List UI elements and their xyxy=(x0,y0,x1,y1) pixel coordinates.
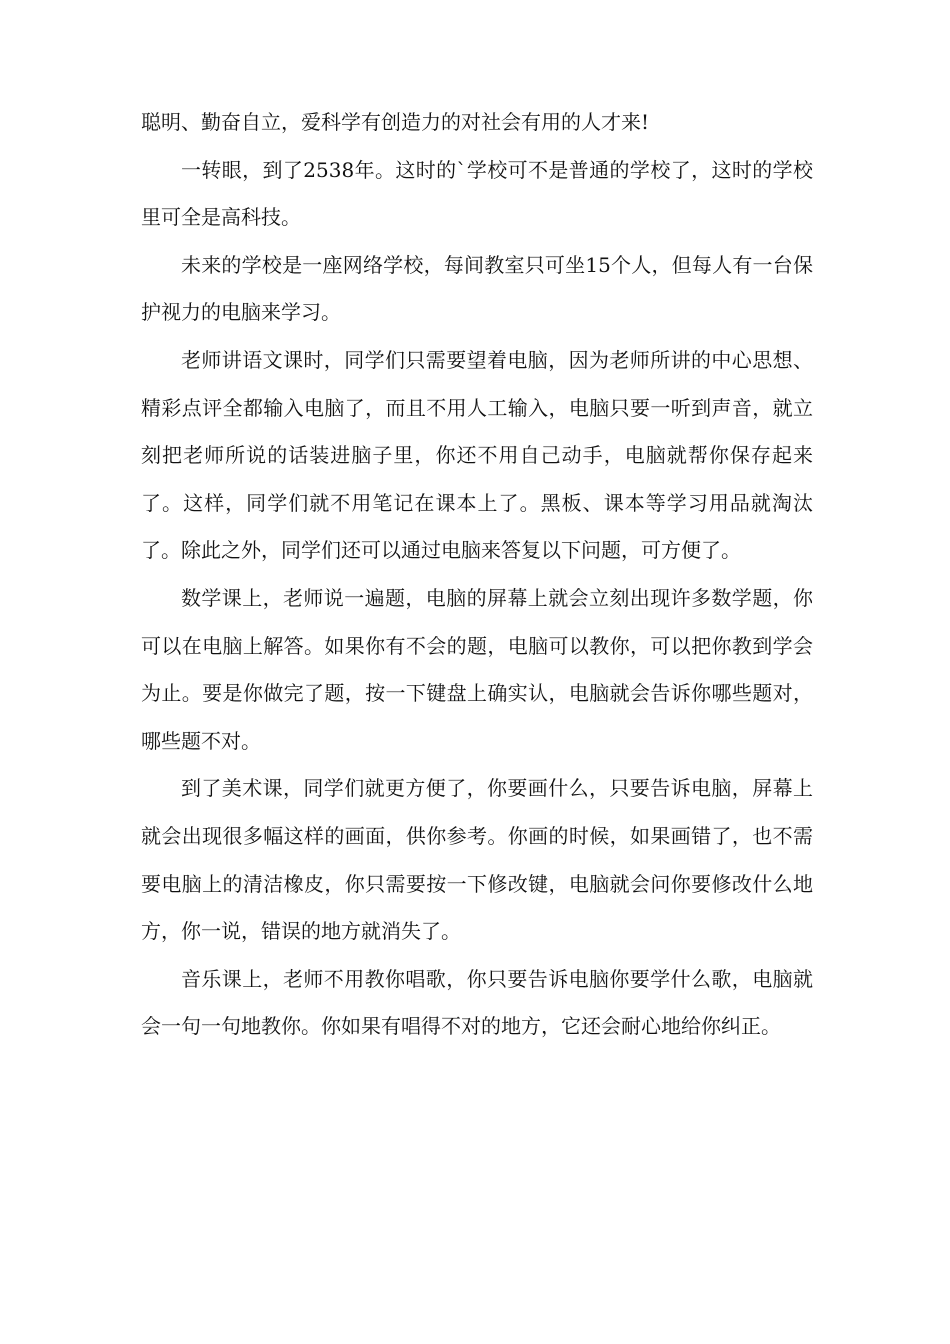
paragraph-6: 到了美术课，同学们就更方便了，你要画什么，只要告诉电脑，屏幕上就会出现很多幅这样的画面，供你参考。你画的时候，如果画错了，也不需要电脑上的清洁橡皮，你只需要按一下修改键，电脑就会问你要修改什么地方，你一说，错误的地方就消失了。 xyxy=(141,776,813,944)
document-body xyxy=(141,99,813,1051)
paragraph-3: 未来的学校是一座网络学校，每间教室只可坐15个人，但每人有一台保护视力的电脑来学习。 xyxy=(141,252,813,325)
paragraph-2: 一转眼，到了2538年。这时的`学校可不是普通的学校了，这时的学校里可全是高科技。 xyxy=(141,157,813,230)
paragraph-7: 音乐课上，老师不用教你唱歌，你只要告诉电脑你要学什么歌，电脑就会一句一句地教你。你如果有唱得不对的地方，它还会耐心地给你纠正。 xyxy=(141,966,813,1039)
paragraph-1: 聪明、勤奋自立，爱科学有创造力的对社会有用的人才来! xyxy=(141,110,650,134)
paragraph-5: 数学课上，老师说一遍题，电脑的屏幕上就会立刻出现许多数学题，你可以在电脑上解答。如果你有不会的题，电脑可以教你，可以把你教到学会为止。要是你做完了题，按一下键盘上确实认，电脑就会告诉你哪些题对，哪些题不对。 xyxy=(141,585,813,753)
paragraph-4: 老师讲语文课时，同学们只需要望着电脑，因为老师所讲的中心思想、精彩点评全都输入电脑了，而且不用人工输入，电脑只要一听到声音，就立刻把老师所说的话装进脑子里，你还不用自己动手，电脑就帮你保存起来了。这样，同学们就不用笔记在课本上了。黑板、课本等学习用品就淘汰了。除此之外，同学们还可以通过电脑来答复以下问题，可方便了。 xyxy=(141,347,813,563)
